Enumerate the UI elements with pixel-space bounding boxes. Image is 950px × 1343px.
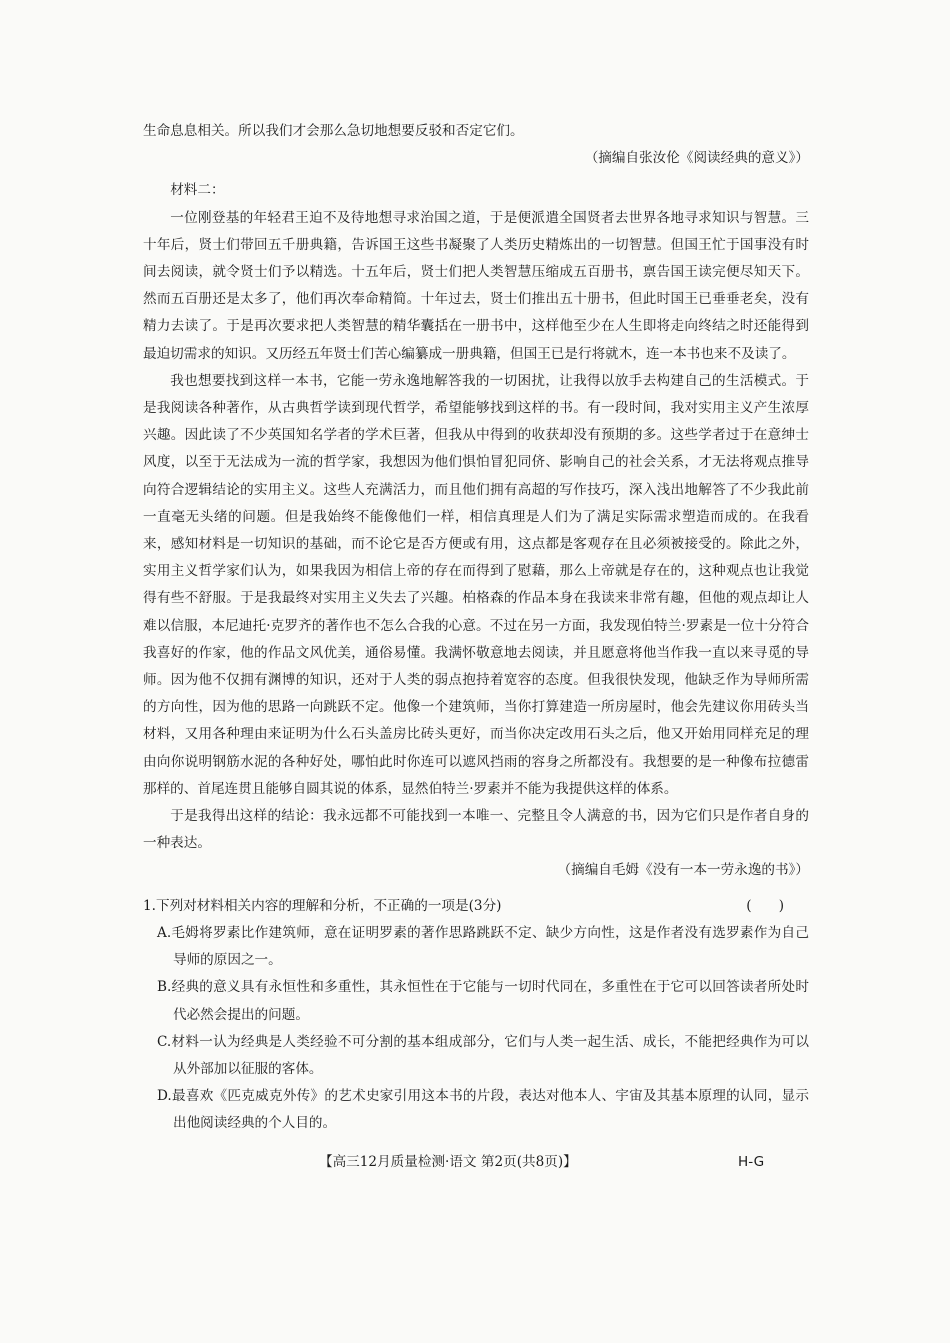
paragraph-conclusion: 于是我得出这样的结论：我永远都不可能找到一本唯一、完整且令人满意的书，因为它们只是作者自身的一种表达。	[143, 808, 809, 852]
material2-heading: 材料二：	[170, 182, 225, 199]
question-stem: 1.下列对材料相关内容的理解和分析，不正确的一项是(3分)	[143, 897, 502, 914]
option-a: A.毛姆将罗素比作建筑师，意在证明罗素的著作思路跳跃不定、缺少方向性，这是作者没有选罗素作为自己导师的原因之一。	[157, 924, 809, 969]
footer-title: 【高三12月质量检测·语文 第2页(共8页)】	[319, 1154, 577, 1170]
source-citation-2: （摘编自毛姆《没有一本一劳永逸的书》）	[557, 862, 809, 879]
question-1	[143, 893, 809, 1138]
source-citation-1: （摘编自张汝伦《阅读经典的意义》）	[584, 150, 809, 167]
document-body	[143, 118, 809, 1138]
paragraph-king: 一位刚登基的年轻君王迫不及待地想寻求治国之道，于是便派遣全国贤者去世界各地寻求知识与智慧。三十年后，贤士们带回五千册典籍，告诉国王这些书凝聚了人类历史精炼出的一切智慧。但国王忙于国事没有时间去阅读，就令贤士们予以精选。十五年后，贤士们把人类智慧压缩成五百册书，禀告国王读完便尽知天下。然而五百册还是太多了，他们再次奉命精简。十年过去，贤士们推出五十册书，但此时国王已垂垂老矣，没有精力去读了。于是再次要求把人类智慧的精华囊括在一册书中，这样他至少在人生即将走向终结之时还能得到最迫切需求的知识。又历经五年贤士们苦心编纂成一册典籍，但国王已是行将就木，连一本书也来不及读了。	[143, 209, 809, 362]
material1-tail: 生命息息相关。所以我们才会那么急切地想要反驳和否定它们。	[143, 123, 524, 139]
paragraph-search: 我也想要找到这样一本书，它能一劳永逸地解答我的一切困扰，让我得以放手去构建自己的生活模式。于是我阅读各种著作，从古典哲学读到现代哲学，希望能够找到这样的书。有一段时间，我对实用主义产生浓厚兴趣。因此读了不少英国知名学者的学术巨著，但我从中得到的收获却没有预期的多。这些学者过于在意绅士风度，以至于无法成为一流的哲学家，我想因为他们惧怕冒犯同侪、影响自己的社会关系，才无法将观点推导向符合逻辑结论的实用主义。这些人充满活力，而且他们拥有高超的写作技巧，深入浅出地解答了不少我此前一直毫无头绪的问题。但是我始终不能像他们一样，相信真理是人们为了满足实际需求塑造而成的。在我看来，感知材料是一切知识的基础，而不论它是否方便或有用，这点都是客观存在且必须被接受的。除此之外，实用主义哲学家们认为，如果我因为相信上帝的存在而得到了慰藉，那么上帝就是存在的，这种观点也让我觉得有些不舒服。于是我最终对实用主义失去了兴趣。柏格森的作品本身在我读来非常有趣，但他的观点却让人难以信服，本尼迪托·克罗齐的著作也不怎么合我的心意。不过在另一方面，我发现伯特兰·罗素是一位十分符合我喜好的作家，他的作品文风优美，通俗易懂。我满怀敬意地去阅读，并且愿意将他当作我一直以来寻觅的导师。因为他不仅拥有渊博的知识，还对于人类的弱点抱持着宽容的态度。但我很快发现，他缺乏作为导师所需的方向性，因为他的思路一向跳跃不定。他像一个建筑师，当你打算建造一所房屋时，他会先建议你用砖头当材料，又用各种理由来证明为什么石头盖房比砖头更好，而当你决定改用石头之后，他又开始用同样充足的理由向你说明钢筋水泥的各种好处，哪怕此时你连可以遮风挡雨的容身之所都没有。我想要的是一种像布拉德雷那样的、首尾连贯且能够自圆其说的体系，显然伯特兰·罗素并不能为我提供这样的体系。	[143, 372, 809, 797]
option-b: B.经典的意义具有永恒性和多重性，其永恒性在于它能与一切时代同在，多重性在于它可以回答读者所处时代必然会提出的问题。	[157, 979, 809, 1023]
option-d: D.最喜欢《匹克威克外传》的艺术史家引用这本书的片段，表达对他本人、宇宙及其基本原理的认同，显示出他阅读经典的个人目的。	[157, 1088, 809, 1132]
option-c: C.材料一认为经典是人类经验不可分割的基本组成部分，它们与人类一起生活、成长，不能把经典作为可以从外部加以征服的客体。	[157, 1033, 809, 1077]
footer-code: H-G	[738, 1154, 765, 1170]
answer-bracket: ( )	[746, 897, 784, 914]
